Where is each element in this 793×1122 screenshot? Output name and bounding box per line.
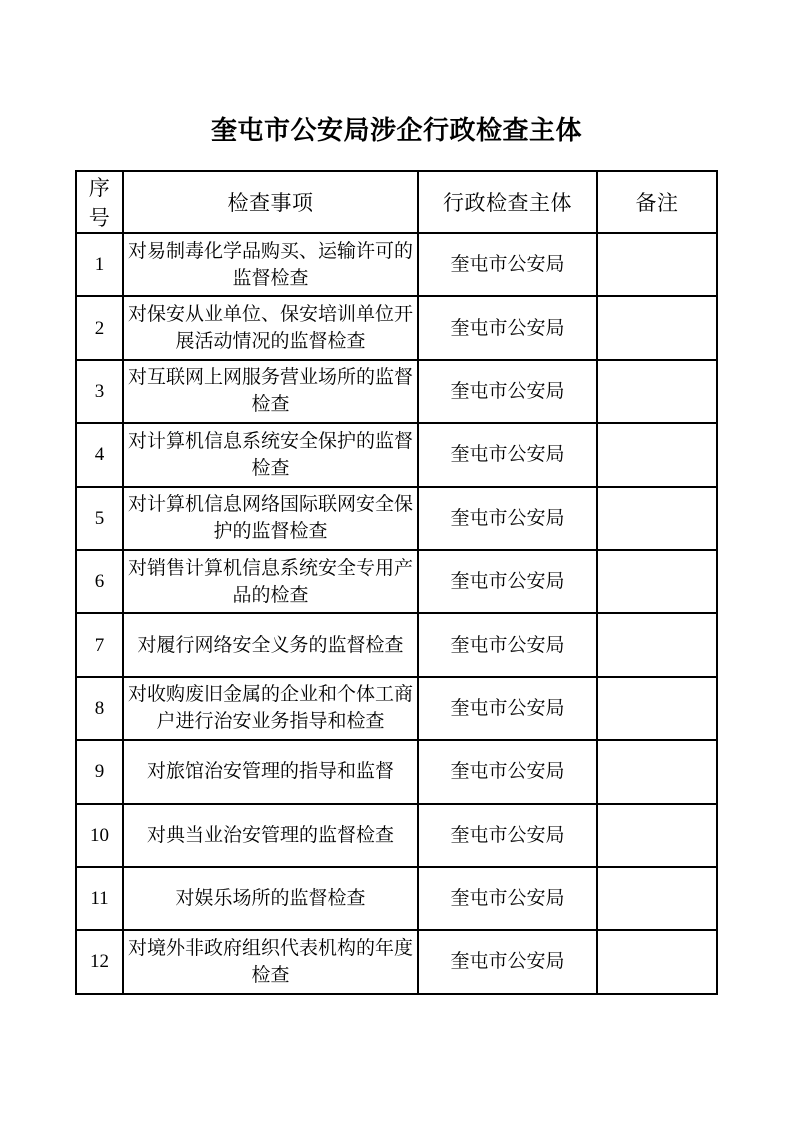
remark-cell [597,550,717,613]
inspection-item-cell: 对计算机信息网络国际联网安全保护的监督检查 [123,487,418,550]
table-row [76,233,717,296]
row-number-cell: 11 [76,867,123,930]
row-number-cell: 2 [76,296,123,359]
table-row [76,613,717,676]
table-row [76,550,717,613]
inspection-table [75,170,718,995]
table-row [76,740,717,803]
subject-cell: 奎屯市公安局 [418,423,597,486]
subject-cell: 奎屯市公安局 [418,867,597,930]
table-row [76,930,717,993]
inspection-item-cell: 对典当业治安管理的监督检查 [123,804,418,867]
inspection-item-cell: 对娱乐场所的监督检查 [123,867,418,930]
inspection-item-cell: 对易制毒化学品购买、运输许可的监督检查 [123,233,418,296]
table-row [76,867,717,930]
subject-cell: 奎屯市公安局 [418,804,597,867]
remark-cell [597,360,717,423]
subject-cell: 奎屯市公安局 [418,613,597,676]
table-header-row [76,171,717,233]
row-number-cell: 10 [76,804,123,867]
inspection-item-cell: 对旅馆治安管理的指导和监督 [123,740,418,803]
row-number-cell: 8 [76,677,123,740]
subject-cell: 奎屯市公安局 [418,550,597,613]
subject-cell: 奎屯市公安局 [418,296,597,359]
inspection-item-cell: 对履行网络安全义务的监督检查 [123,613,418,676]
subject-cell: 奎屯市公安局 [418,677,597,740]
row-number-cell: 6 [76,550,123,613]
row-number-cell: 4 [76,423,123,486]
header-no: 序号 [76,171,123,233]
header-remark: 备注 [597,171,717,233]
inspection-item-cell: 对收购废旧金属的企业和个体工商户进行治安业务指导和检查 [123,677,418,740]
row-number-cell: 12 [76,930,123,993]
remark-cell [597,804,717,867]
row-number-cell: 9 [76,740,123,803]
page-title: 奎屯市公安局涉企行政检查主体 [210,116,582,145]
inspection-item-cell: 对保安从业单位、保安培训单位开展活动情况的监督检查 [123,296,418,359]
row-number-cell: 5 [76,487,123,550]
subject-cell: 奎屯市公安局 [418,740,597,803]
subject-cell: 奎屯市公安局 [418,487,597,550]
table-row [76,296,717,359]
remark-cell [597,613,717,676]
inspection-item-cell: 对境外非政府组织代表机构的年度检查 [123,930,418,993]
remark-cell [597,423,717,486]
remark-cell [597,233,717,296]
subject-cell: 奎屯市公安局 [418,360,597,423]
table-row [76,423,717,486]
header-subject: 行政检查主体 [418,171,597,233]
inspection-item-cell: 对互联网上网服务营业场所的监督检查 [123,360,418,423]
table-row [76,804,717,867]
row-number-cell: 7 [76,613,123,676]
subject-cell: 奎屯市公安局 [418,233,597,296]
subject-cell: 奎屯市公安局 [418,930,597,993]
table-row [76,360,717,423]
remark-cell [597,740,717,803]
remark-cell [597,296,717,359]
row-number-cell: 3 [76,360,123,423]
table-row [76,677,717,740]
row-number-cell: 1 [76,233,123,296]
inspection-item-cell: 对销售计算机信息系统安全专用产品的检查 [123,550,418,613]
inspection-item-cell: 对计算机信息系统安全保护的监督检查 [123,423,418,486]
remark-cell [597,677,717,740]
remark-cell [597,930,717,993]
remark-cell [597,487,717,550]
remark-cell [597,867,717,930]
table-row [76,487,717,550]
header-item: 检查事项 [123,171,418,233]
